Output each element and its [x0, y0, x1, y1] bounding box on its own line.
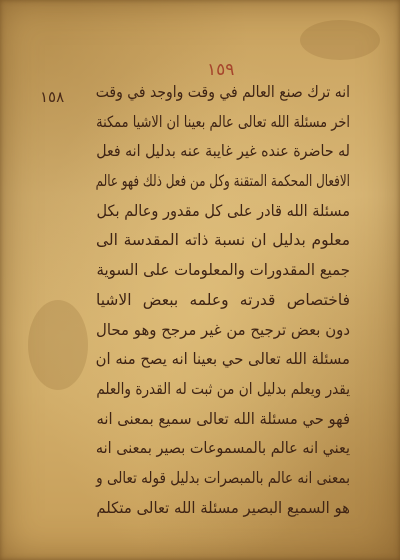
paper-stain	[300, 20, 380, 60]
text-line: جميع المقدورات والمعلومات على السوية	[96, 261, 351, 280]
text-line: يقدر ويعلم بدليل ان من ثبت له القدرة والعلم	[96, 379, 351, 398]
manuscript-text-block	[96, 78, 350, 523]
text-line: اخر مسئلة الله تعالى عالم بعينا ان الاشيا ممكنة	[96, 112, 350, 131]
text-line: يعني انه عالم بالمسموعات بصير بمعنى انه	[95, 439, 350, 458]
text-line: انه ترك صنع العالم في وقت واوجد في وقت	[95, 83, 351, 101]
text-line: فهو حي مسئلة الله تعالى سميع بمعنى انه	[96, 409, 350, 428]
text-line: دون بعض ترجيح من غير مرجح وهو محال	[96, 320, 350, 339]
folio-number-top: ١٥٩	[207, 60, 235, 80]
text-line: له حاضرة عنده غير غايبة عنه بدليل انه فعل	[96, 142, 350, 161]
paper-stain	[28, 300, 88, 390]
text-line: هو السميع البصير مسئلة الله تعالى متكلم	[96, 498, 351, 517]
text-line: الافعال المحكمة المتقنة وكل من فعل ذلك فهو عالم	[95, 172, 350, 191]
text-line: مسئلة الله قادر على كل مقدور وعالم بكل	[96, 201, 350, 220]
text-line: بمعنى انه عالم بالمبصرات بدليل قوله تعالى و	[96, 468, 350, 487]
text-line: مسئلة الله تعالى حي بعينا انه يصح منه ان	[95, 350, 350, 369]
folio-number-side: ١٥٨	[40, 88, 65, 106]
text-line: معلوم بدليل ان نسبة ذاته المقدسة الى	[96, 231, 350, 250]
text-line: فاختصاص قدرته وعلمه ببعض الاشيا	[96, 290, 350, 309]
